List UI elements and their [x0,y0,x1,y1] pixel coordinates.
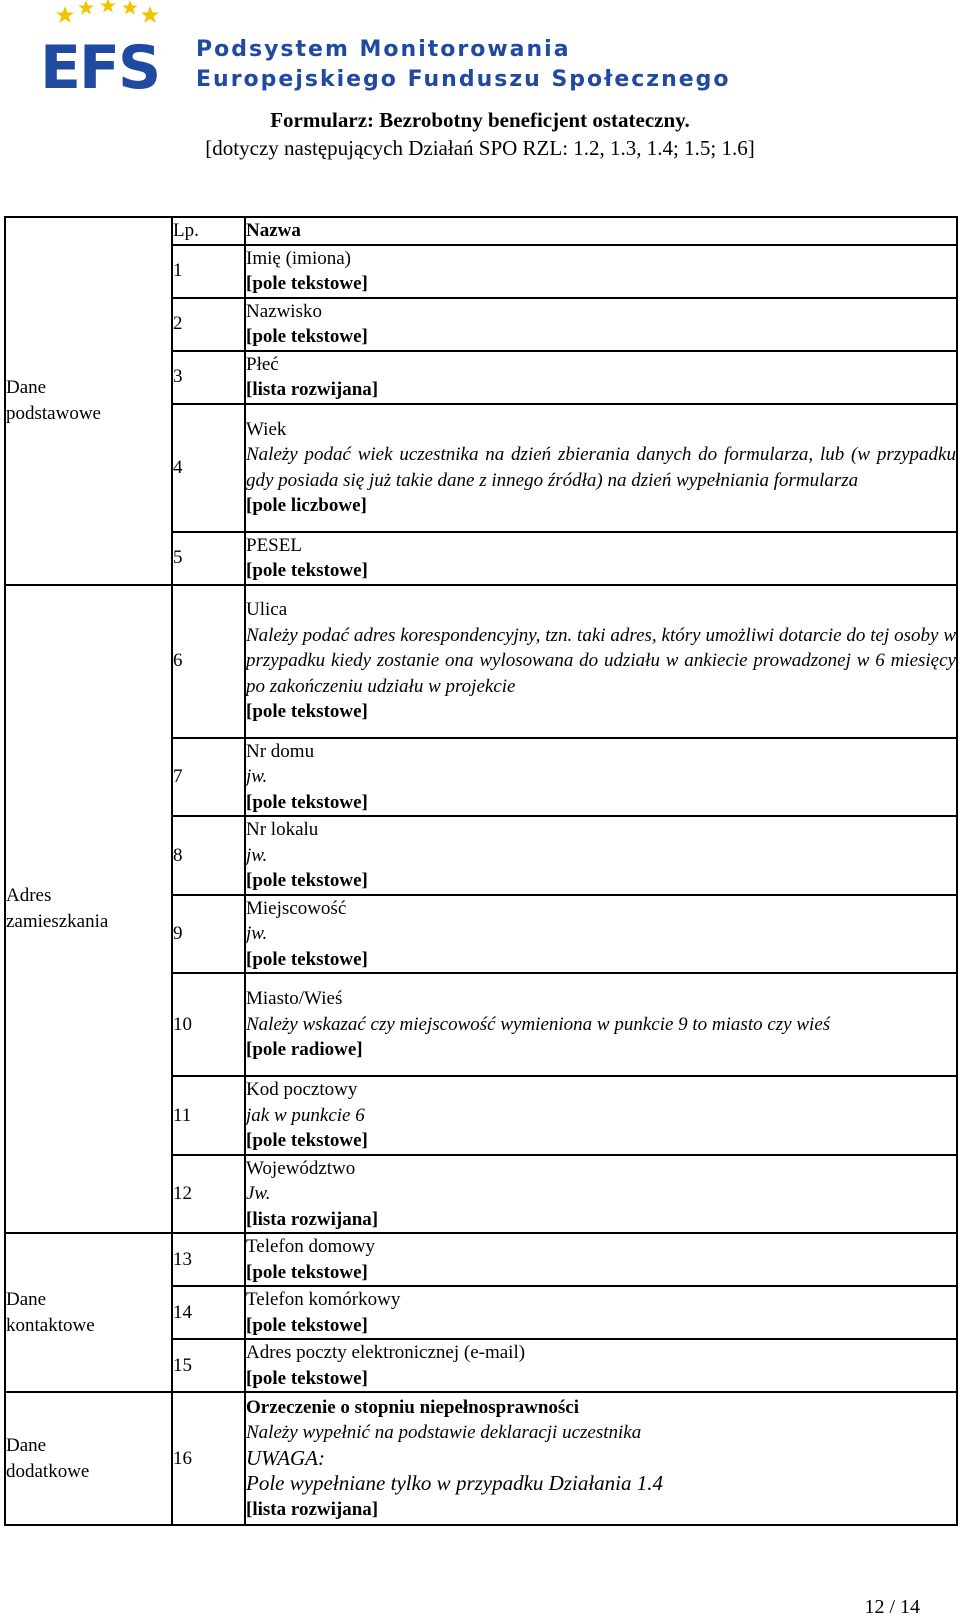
field-type: [pole tekstowe] [246,1130,368,1151]
field-name: Nr lokalu [246,819,319,840]
field-note: Należy wskazać czy miejscowość wymieniona w punkcie 9 to miasto czy wieś [246,1013,831,1035]
field-type: [pole tekstowe] [246,701,368,723]
field-type: [pole tekstowe] [246,791,368,813]
field-type: [pole liczbowe] [246,495,367,516]
eu-stars-icon [56,0,159,23]
field-note: jw. [246,923,268,944]
org-name-line1: Podsystem Monitorowania [196,37,571,62]
row-number: 8 [172,816,245,895]
row-content [245,404,957,532]
row-number: 13 [172,1233,245,1286]
row-content [245,816,957,895]
field-name: Imię (imiona) [246,247,351,269]
efs-logo-text: EFS [40,33,160,100]
row-content [245,1339,957,1392]
row-content [245,585,957,738]
group-label-line: Dane [6,377,47,399]
row-content [245,351,957,404]
field-type: [pole tekstowe] [246,1261,368,1283]
field-name: Nazwisko [246,300,322,322]
row-content [245,1076,957,1155]
field-note: Należy podać adres korespondencyjny, tzn. taki adres, który umożliwi dotarcie do tej osoby w przypadku kiedy zostanie ona wylosowana do udziału w ankiecie prowadzonej w 6 miesięcy po zakończeniu udziału w projekcie [246,624,956,697]
row-number: 9 [172,895,245,974]
table-header-row [5,217,957,245]
field-note: jak w punkcie 6 [246,1104,365,1126]
row-number: 11 [172,1076,245,1155]
row-content [245,1233,957,1286]
page-number: 12 / 14 [864,1596,920,1618]
field-type: [pole tekstowe] [246,870,368,891]
group-adres-zamieszkania [5,585,172,1234]
field-name: Kod pocztowy [246,1079,358,1100]
field-type: [pole radiowe] [246,1039,363,1061]
field-note: Jw. [246,1183,271,1204]
group-dane-dodatkowe [5,1392,172,1525]
field-name: PESEL [246,534,302,556]
uwaga-text: Pole wypełniane tylko w przypadku Działania 1.4 [246,1471,664,1496]
field-name: Miasto/Wieś [246,988,343,1010]
group-dane-podstawowe [5,217,172,585]
row-number: 10 [172,973,245,1076]
field-name: Telefon domowy [246,1236,376,1257]
field-type: [pole tekstowe] [246,326,368,347]
group-label-line: dodatkowe [6,1460,90,1482]
row-content [245,1392,957,1525]
header-nazwa: Nazwa [245,217,957,245]
group-label-line: Dane [6,1435,47,1456]
field-note: Należy wypełnić na podstawie deklaracji uczestnika [246,1422,642,1444]
field-note: jw. [246,844,268,866]
form-title: Formularz: Bezrobotny beneficjent ostateczny. [270,108,690,132]
group-label-line: kontaktowe [6,1314,95,1336]
row-number: 2 [172,298,245,351]
table-row [5,1233,957,1286]
group-dane-kontaktowe [5,1233,172,1392]
row-number: 16 [172,1392,245,1525]
table-row [5,1392,957,1525]
row-content [245,298,957,351]
row-number: 15 [172,1339,245,1392]
row-content [245,738,957,817]
field-type: [pole tekstowe] [246,1367,368,1389]
group-label-line: podstawowe [6,402,101,424]
row-content [245,895,957,974]
group-label-line: zamieszkania [6,910,109,932]
row-number: 3 [172,351,245,404]
row-content [245,973,957,1076]
org-name-line2: Europejskiego Funduszu Społecznego [196,67,731,92]
row-number: 14 [172,1286,245,1339]
group-label-line: Dane [6,1289,47,1310]
page-header [0,0,960,200]
field-name: Województwo [246,1157,356,1179]
efs-logo [34,0,184,100]
row-number: 5 [172,532,245,585]
field-type: [lista rozwijana] [246,1208,379,1230]
field-note: Należy podać wiek uczestnika na dzień zbierania danych do formularza, lub (w przypadku gdy posiada się już takie dane z innego źródła) na dzień wypełniania formularza [246,444,956,491]
field-name: Nr domu [246,740,315,762]
row-number: 7 [172,738,245,817]
field-name: Telefon komórkowy [246,1289,401,1310]
field-type: [lista rozwijana] [246,379,379,400]
field-name: Orzeczenie o stopniu niepełnosprawności [246,1396,580,1418]
uwaga-label: UWAGA: [246,1445,326,1470]
row-content [245,245,957,298]
field-name: Wiek [246,418,287,440]
row-content [245,532,957,585]
field-type: [pole tekstowe] [246,948,368,970]
field-note: jw. [246,766,268,787]
form-subtitle: [dotyczy następujących Działań SPO RZL: 1.2, 1.3, 1.4; 1.5; 1.6] [205,136,755,160]
header-lp: Lp. [172,217,245,245]
field-name: Płeć [246,353,279,375]
field-name: Ulica [246,599,288,621]
table-row [5,585,957,738]
row-number: 12 [172,1155,245,1234]
field-type: [pole tekstowe] [246,1314,368,1336]
field-type: [pole tekstowe] [246,273,368,294]
row-number: 4 [172,404,245,532]
field-type: [lista rozwijana] [246,1498,379,1520]
group-label-line: Adres [6,885,52,907]
row-number: 1 [172,245,245,298]
fields-table [4,216,958,1526]
field-name: Adres poczty elektronicznej (e-mail) [246,1342,526,1363]
row-content [245,1286,957,1339]
row-number: 6 [172,585,245,738]
field-type: [pole tekstowe] [246,560,368,581]
row-content [245,1155,957,1234]
field-name: Miejscowość [246,897,347,919]
